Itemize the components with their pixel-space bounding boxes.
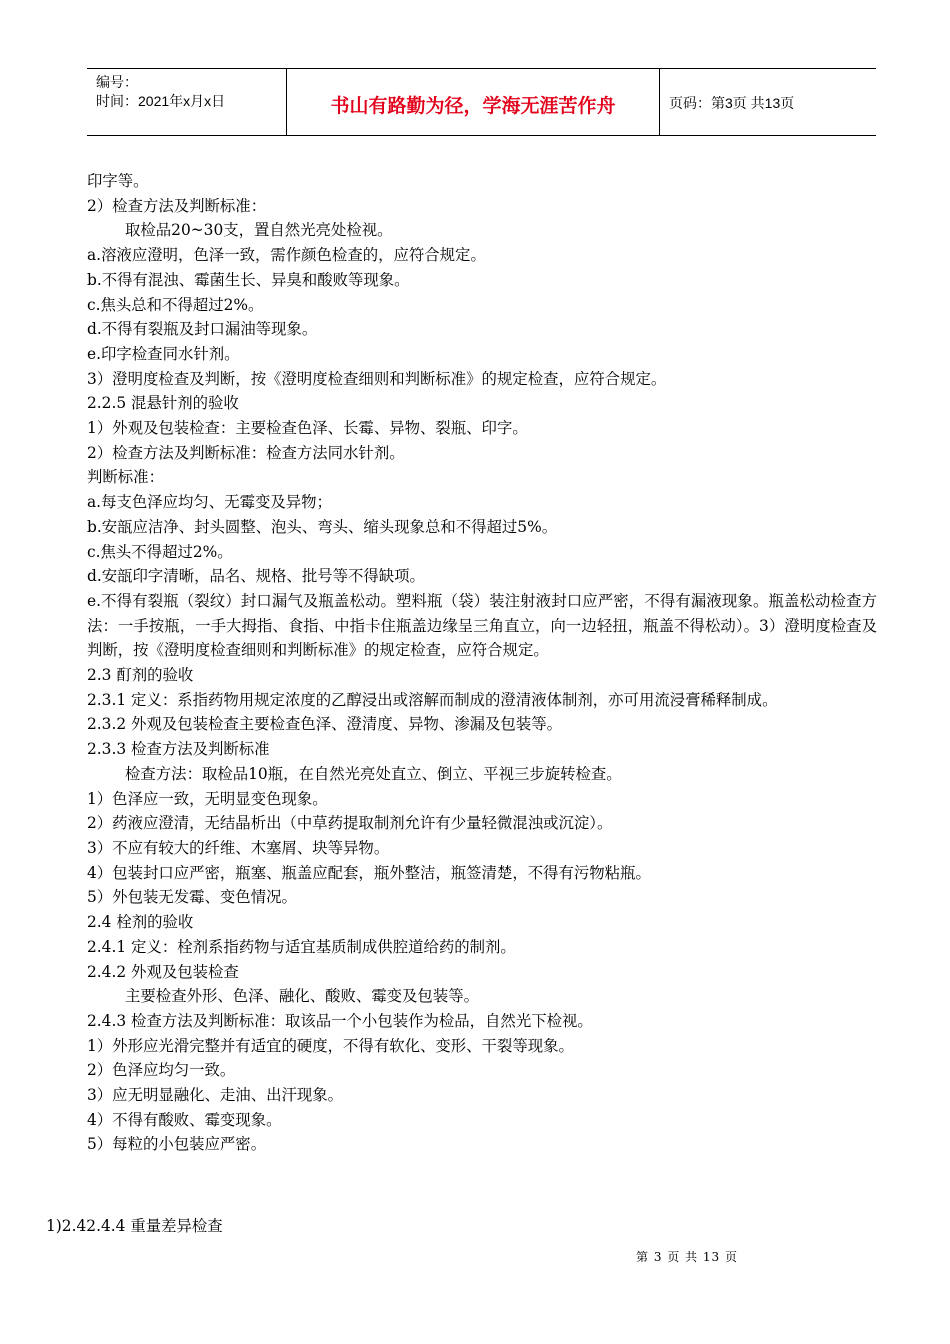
body-line: 2）检查方法及判断标准：检查方法同水针剂。 <box>87 443 405 462</box>
body-line: 1）色泽应一致，无明显变色现象。 <box>87 789 328 808</box>
body-line: 2）检查方法及判断标准： <box>87 196 267 215</box>
body-line: c.焦头不得超过2%。 <box>87 542 233 561</box>
body-line: d.不得有裂瓶及封口漏油等现象。 <box>87 320 318 339</box>
document-header <box>87 68 876 136</box>
document-body <box>87 169 877 1157</box>
body-line: 1）外形应光滑完整并有适宜的硬度，不得有软化、变形、干裂等现象。 <box>87 1036 574 1055</box>
section-heading: 2.2.5 混悬针剂的验收 <box>87 394 239 413</box>
body-line: 4）包装封口应严密，瓶塞、瓶盖应配套，瓶外整洁，瓶签清楚，不得有污物粘瓶。 <box>87 863 651 882</box>
body-line: b.安瓿应洁净、封头圆整、泡头、弯头、缩头现象总和不得超过5%。 <box>87 517 558 536</box>
body-line: 2）色泽应均匀一致。 <box>87 1061 236 1080</box>
body-line: 印字等。 <box>87 172 149 190</box>
body-line: 2）药液应澄清，无结晶析出（中草药提取制剂允许有少量轻微混浊或沉淀）。 <box>87 814 613 833</box>
body-line: 3）不应有较大的纤维、木塞屑、块等异物。 <box>87 838 390 857</box>
section-heading: 2.4 栓剂的验收 <box>87 913 194 932</box>
body-line: 5）每粒的小包装应严密。 <box>87 1135 267 1154</box>
body-line: b.不得有混浊、霉菌生长、异臭和酸败等现象。 <box>87 270 410 289</box>
section-heading: 2.4.2 外观及包装检查 <box>87 962 239 981</box>
body-line: 检查方法：取检品10瓶，在自然光亮处直立、倒立、平视三步旋转检查。 <box>125 764 622 783</box>
body-line: 5）外包装无发霉、变色情况。 <box>87 888 297 907</box>
document-number-label: 编号： <box>96 74 138 90</box>
body-line: 判断标准： <box>87 468 164 487</box>
body-line: 3）应无明显融化、走油、出汗现象。 <box>87 1086 344 1105</box>
body-line: d.安瓿印字清晰，品名、规格、批号等不得缺项。 <box>87 567 425 586</box>
body-line: 取检品20~30支，置自然光亮处检视。 <box>125 221 393 240</box>
section-heading-weight-check: 1)2.42.4.4 重量差异检查 <box>46 1217 223 1235</box>
body-paragraph: e.不得有裂瓶（裂纹）封口漏气及瓶盖松动。塑料瓶（袋）装注射液封口应严密，不得有漏液现象。瓶盖松动检查方法：一手按瓶，一手大拇指、食指、中指卡住瓶盖边缘呈三角直立，向一边轻扭，瓶盖不得松动）。3）澄明度检查及判断，按《澄明度检查细则和判断标准》的规定检查，应符合规定。 <box>87 591 877 660</box>
body-line: 3）澄明度检查及判断，按《澄明度检查细则和判断标准》的规定检查，应符合规定。 <box>87 369 667 388</box>
body-line: 4）不得有酸败、霉变现象。 <box>87 1110 282 1129</box>
page-footer: 第 3 页 共 13 页 <box>636 1250 738 1264</box>
body-line: e.印字检查同水针剂。 <box>87 344 240 363</box>
body-line: c.焦头总和不得超过2%。 <box>87 295 264 314</box>
body-line: 2.4.3 检查方法及判断标准：取该品一个小包装作为检品，自然光下检视。 <box>87 1011 593 1030</box>
section-heading: 2.3.3 检查方法及判断标准 <box>87 740 270 759</box>
header-meta <box>87 69 287 135</box>
header-page-label: 页码：第3页 共13页 <box>669 95 795 111</box>
body-line: 1）外观及包装检查：主要检查色泽、长霉、异物、裂瓶、印字。 <box>87 419 528 438</box>
body-line: 2.3.2 外观及包装检查主要检查色泽、澄清度、异物、渗漏及包装等。 <box>87 715 562 734</box>
section-heading: 2.3 酊剂的验收 <box>87 666 194 685</box>
body-line: 2.4.1 定义：栓剂系指药物与适宜基质制成供腔道给药的制剂。 <box>87 937 516 956</box>
body-paragraph: 2.3.1 定义：系指药物用规定浓度的乙醇浸出或溶解而制成的澄清液体制剂，亦可用流浸膏稀释制成。 <box>87 690 778 709</box>
body-line: 主要检查外形、色泽、融化、酸败、霉变及包装等。 <box>125 987 479 1006</box>
header-motto: 书山有路勤为径，学海无涯苦作舟 <box>287 69 660 135</box>
document-time-label: 时间：2021年x月x日 <box>96 93 226 109</box>
body-line: a.每支色泽应均匀、无霉变及异物； <box>87 493 332 512</box>
body-line: a.溶液应澄明，色泽一致，需作颜色检查的，应符合规定。 <box>87 246 486 265</box>
